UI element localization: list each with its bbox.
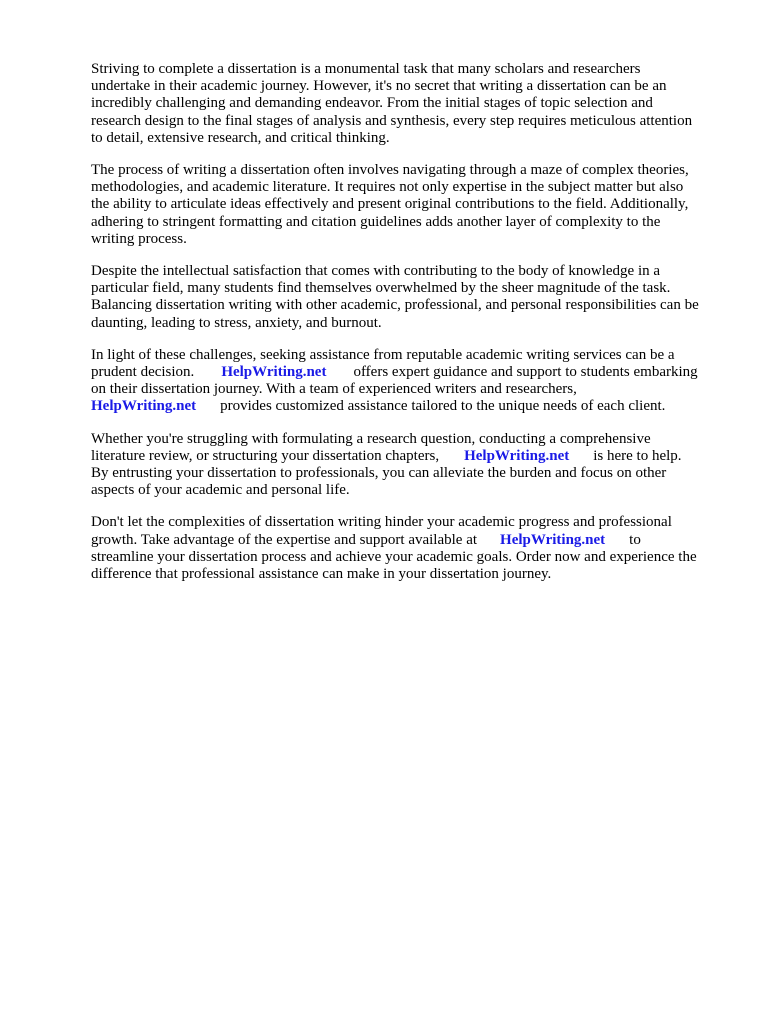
text-line [91,532,731,549]
paragraph-6 [91,514,731,583]
text-line: In light of these challenges, seeking assistance from reputable academic writing services can be a [91,346,675,363]
text-span: to [629,531,641,548]
helpwriting-link[interactable]: HelpWriting.net [464,447,570,464]
text-line: particular field, many students find themselves overwhelmed by the sheer magnitude of the task. [91,280,671,297]
text-line: Don't let the complexities of dissertation writing hinder your academic progress and professional [91,514,672,531]
text-line: daunting, leading to stress, anxiety, and burnout. [91,314,382,331]
text-line: aspects of your academic and personal life. [91,482,350,499]
text-line: adhering to stringent formatting and citation guidelines adds another layer of complexity to the [91,213,661,230]
text-span: is here to help. [593,447,682,464]
text-span: growth. Take advantage of the expertise and support available at [91,531,478,548]
paragraph-4 [91,347,731,416]
text-line: Whether you're struggling with formulating a research question, conducting a comprehensive [91,430,651,447]
text-line: Despite the intellectual satisfaction that comes with contributing to the body of knowledge in a [91,263,661,280]
text-line: methodologies, and academic literature. It requires not only expertise in the subject matter but also [91,179,684,196]
text-line: research design to the final stages of analysis and synthesis, every step requires meticulous attention [91,112,693,129]
text-line [91,448,731,465]
text-line: writing process. [91,230,187,247]
text-line: incredibly challenging and demanding endeavor. From the initial stages of topic selection and [91,95,653,112]
text-span: literature review, or structuring your dissertation chapters, [91,447,440,464]
text-line: Balancing dissertation writing with other academic, professional, and personal responsibilities can be [91,297,699,314]
text-line: the ability to articulate ideas effectively and present original contributions to the field. Additionally, [91,196,689,213]
text-span: prudent decision. [91,364,195,381]
paragraph-2 [91,162,731,248]
document-body [91,61,731,598]
text-line [91,364,731,381]
helpwriting-link[interactable]: HelpWriting.net [221,364,327,381]
text-line: By entrusting your dissertation to professionals, you can alleviate the burden and focus on other [91,465,667,482]
text-line [91,398,731,415]
helpwriting-link[interactable]: HelpWriting.net [500,531,606,548]
text-line: Striving to complete a dissertation is a monumental task that many scholars and researchers [91,61,641,77]
helpwriting-link[interactable]: HelpWriting.net [91,398,197,415]
text-span: provides customized assistance tailored to the unique needs of each client. [220,398,666,415]
text-line: on their dissertation journey. With a team of experienced writers and researchers, [91,381,577,398]
text-span: offers expert guidance and support to students embarking [353,364,698,381]
paragraph-5 [91,431,731,500]
text-line: streamline your dissertation process and achieve your academic goals. Order now and experience the [91,548,697,565]
text-line: difference that professional assistance can make in your dissertation journey. [91,566,552,583]
paragraph-3 [91,263,731,332]
text-line: The process of writing a dissertation often involves navigating through a maze of complex theories, [91,162,689,179]
paragraph-1 [91,61,731,147]
text-line: to detail, extensive research, and critical thinking. [91,129,390,146]
text-line: undertake in their academic journey. However, it's no secret that writing a dissertation can be an [91,78,667,95]
